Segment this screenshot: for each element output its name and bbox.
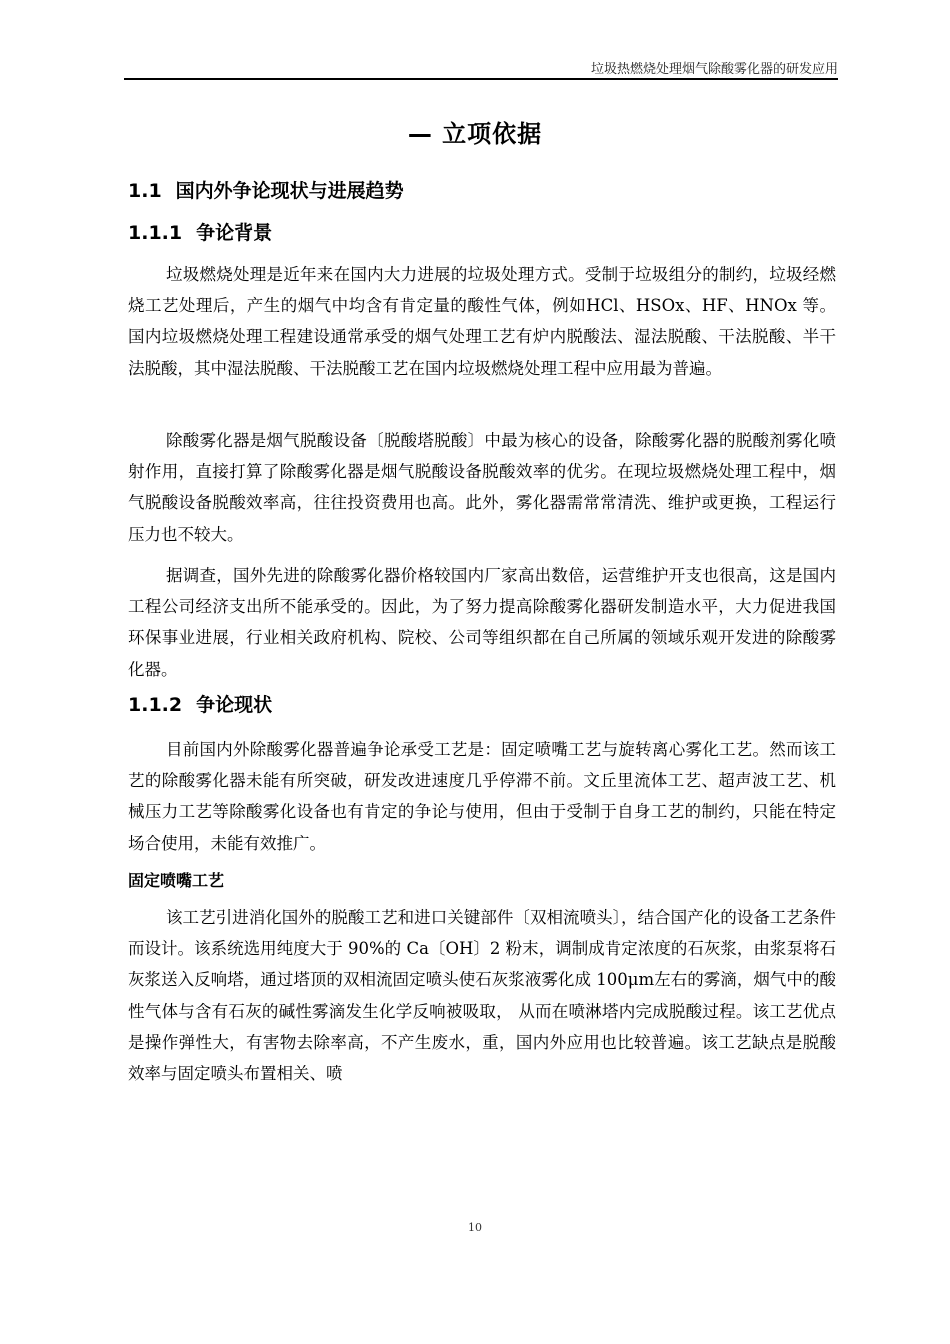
running-header (124, 56, 838, 80)
section-title: 争论现状 (196, 694, 273, 716)
subsection-heading-fixed-nozzle: 固定喷嘴工艺 (128, 871, 225, 890)
page-number: 10 (468, 1221, 482, 1234)
section-heading-1-1 (128, 177, 404, 205)
paragraph-background-1: 垃圾燃烧处理是近年来在国内大力进展的垃圾处理方式。受制于垃圾组分的制约，垃圾经燃烧工艺处理后，产生的烟气中均含有肯定量的酸性气体，例如HCl、HSOx、HF、HNOx 等。国内垃圾燃烧处理工程建设通常承受的烟气处理工艺有炉内脱酸法、湿法脱酸、干法脱酸、半干法脱酸，其中湿法脱酸、干法脱酸工艺在国内垃圾燃烧处理工程中应用最为普遍。 (128, 265, 836, 378)
paragraph-background-2: 除酸雾化器是烟气脱酸设备〔脱酸塔脱酸〕中最为核心的设备，除酸雾化器的脱酸剂雾化喷射作用，直接打算了除酸雾化器是烟气脱酸设备脱酸效率的优劣。在现垃圾燃烧处理工程中，烟气脱酸设备脱酸效率高，往往投资费用也高。此外，雾化器需常常清洗、维护或更换，工程运行压力也不较大。 (128, 431, 836, 544)
section-title: 争论背景 (196, 222, 273, 244)
section-number: 1.1.2 (128, 694, 183, 716)
section-number: 1.1 (128, 180, 162, 202)
paragraph-status-1: 目前国内外除酸雾化器普遍争论承受工艺是：固定喷嘴工艺与旋转离心雾化工艺。然而该工艺的除酸雾化器未能有所突破，研发改进速度几乎停滞不前。文丘里流体工艺、超声波工艺、机械压力工艺等除酸雾化设备也有肯定的争论与使用，但由于受制于自身工艺的制约，只能在特定场合使用，未能有效推广。 (128, 740, 836, 853)
paragraph-background-3: 据调查，国外先进的除酸雾化器价格较国内厂家高出数倍，运营维护开支也很高，这是国内工程公司经济支出所不能承受的。因此，为了努力提高除酸雾化器研发制造水平，大力促进我国环保事业进展，行业相关政府机构、院校、公司等组织都在自己所属的领域乐观开发进的除酸雾化器。 (128, 566, 836, 679)
running-header-title: 垃圾热燃烧处理烟气除酸雾化器的研发应用 (590, 62, 838, 77)
paragraph-fixed-nozzle-1: 该工艺引进消化国外的脱酸工艺和进口关键部件〔双相流喷头〕，结合国产化的设备工艺条件而设计。该系统选用纯度大于 90%的 Ca〔OH〕2 粉末，调制成肯定浓度的石灰浆，由浆泵将石灰浆送入反响塔，通过塔顶的双相流固定喷头使石灰浆液雾化成 100μm左右的雾滴，烟气中的酸性气体与含有石灰的碱性雾滴发生化学反响被吸取， 从而在喷淋塔内完成脱酸过程。该工艺优点是操作弹性大，有害物去除率高，不产生废水，重，国内外应用也比较普遍。该工艺缺点是脱酸效率与固定喷头布置相关、喷 (128, 908, 836, 1084)
chapter-title: — 立项依据 (407, 120, 543, 148)
section-heading-1-1-2 (128, 691, 272, 719)
section-title: 国内外争论现状与进展趋势 (175, 180, 404, 202)
section-heading-1-1-1 (128, 219, 272, 247)
section-number: 1.1.1 (128, 222, 183, 244)
